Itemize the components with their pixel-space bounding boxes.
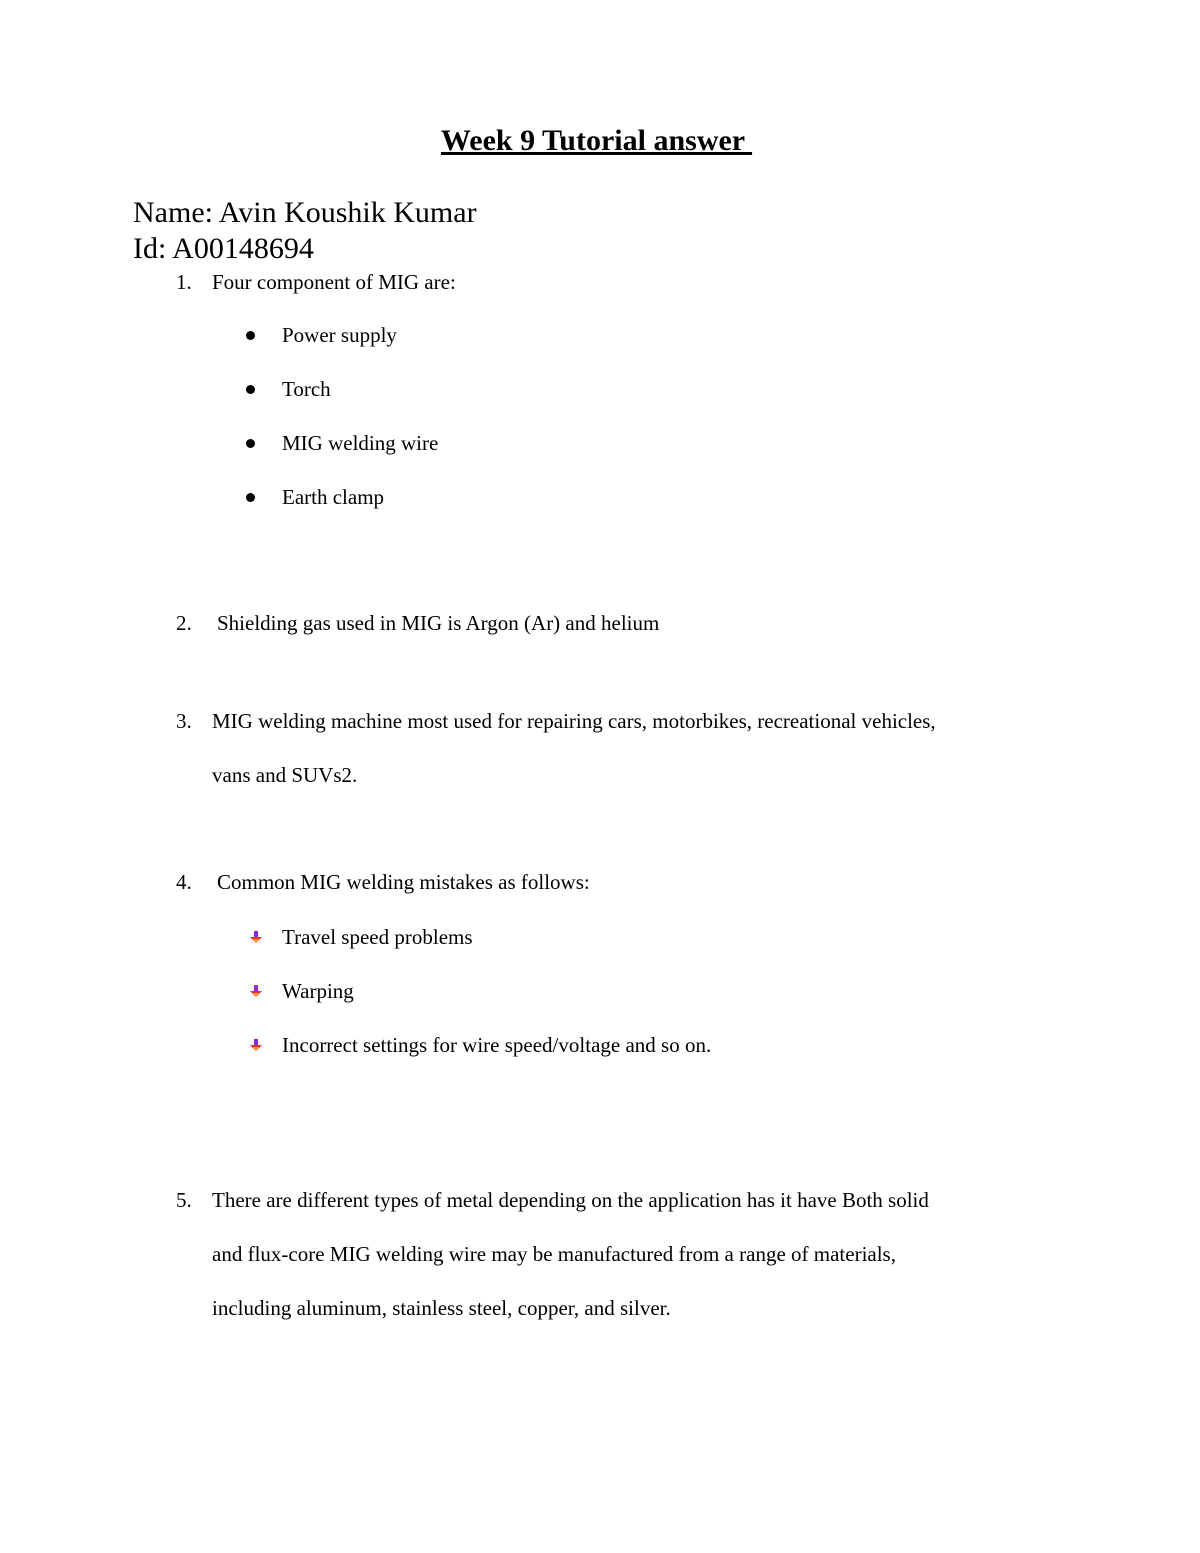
question-3-number: 3. xyxy=(176,709,192,733)
question-5-line-1: There are different types of metal depending on the application has it have Both solid xyxy=(212,1188,929,1212)
q1-bullet-torch: Torch xyxy=(282,377,331,401)
bullet-dot-icon xyxy=(246,385,255,394)
question-3-line-1: MIG welding machine most used for repairing cars, motorbikes, recreational vehicles, xyxy=(212,709,936,733)
q1-bullet-earth-clamp: Earth clamp xyxy=(282,485,385,509)
question-1-text: Four component of MIG are: xyxy=(212,270,456,294)
question-5-line-2: and flux-core MIG welding wire may be manufactured from a range of materials, xyxy=(212,1242,896,1266)
question-2-number: 2. xyxy=(176,611,192,635)
down-arrow-bullet-icon xyxy=(249,930,263,944)
question-3-line-2: vans and SUVs2. xyxy=(212,763,358,787)
bullet-dot-icon xyxy=(246,331,255,340)
q4-bullet-warping: Warping xyxy=(282,979,354,1003)
student-id: Id: A00148694 xyxy=(133,232,314,265)
question-5-line-3: including aluminum, stainless steel, copper, and silver. xyxy=(212,1296,671,1320)
question-2-text: Shielding gas used in MIG is Argon (Ar) and helium xyxy=(217,611,660,635)
document-title: Week 9 Tutorial answer xyxy=(440,124,753,157)
bullet-dot-icon xyxy=(246,493,255,502)
q4-bullet-travel-speed: Travel speed problems xyxy=(282,925,473,949)
q4-bullet-incorrect-settings: Incorrect settings for wire speed/voltage and so on. xyxy=(282,1033,712,1057)
down-arrow-bullet-icon xyxy=(249,1038,263,1052)
bullet-dot-icon xyxy=(246,439,255,448)
student-name: Name: Avin Koushik Kumar xyxy=(133,196,477,229)
down-arrow-bullet-icon xyxy=(249,984,263,998)
question-4-number: 4. xyxy=(176,870,192,894)
q1-bullet-power-supply: Power supply xyxy=(282,323,397,347)
question-4-text: Common MIG welding mistakes as follows: xyxy=(217,870,590,894)
question-5-number: 5. xyxy=(176,1188,192,1212)
q1-bullet-wire: MIG welding wire xyxy=(282,431,439,455)
question-1-number: 1. xyxy=(176,270,192,294)
